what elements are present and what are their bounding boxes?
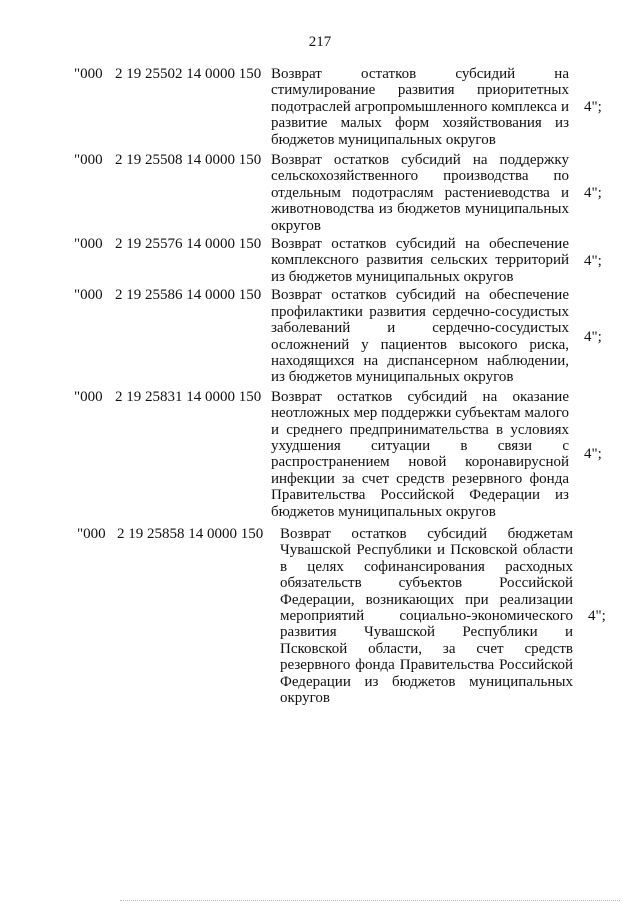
budget-code: 2 19 25576 14 0000 150: [115, 236, 262, 253]
row-description: Возврат остатков субсидий на поддержку сельскохозяйственного производства по отдельным подотраслям растениеводства и животноводства из бюджетов муниципальных округов: [271, 152, 569, 234]
page-number: 217: [308, 34, 332, 50]
row-prefix: "000: [74, 66, 103, 82]
row-description: Возврат остатков субсидий на стимулирование развития приоритетных подотраслей агропромышленного комплекса и развитие малых форм хозяйствования из бюджетов муниципальных округов: [271, 66, 569, 148]
row-tail: 4";: [584, 98, 602, 115]
budget-code: 2 19 25586 14 0000 150: [115, 287, 262, 304]
row-description: Возврат остатков субсидий на обеспечение комплексного развития сельских территорий из бюджетов муниципальных округов: [271, 236, 569, 285]
row-description: Возврат остатков субсидий на обеспечение профилактики развития сердечно-сосудистых заболеваний и сердечно-сосудистых осложнений у пациентов высокого риска, находящихся на диспансерном наблюдении, из бюджетов муниципальных округов: [271, 287, 569, 386]
budget-code: 2 19 25831 14 0000 150: [115, 388, 262, 405]
row-prefix: "000: [77, 525, 106, 542]
list-item: [0, 66, 640, 148]
row-tail: 4";: [584, 328, 602, 345]
row-prefix: "000: [74, 388, 103, 405]
list-item: [0, 526, 640, 706]
scan-edge-divider: [120, 900, 620, 901]
row-description: Возврат остатков субсидий бюджетам Чувашской Республики и Псковской области в целях софинансирования расходных обязательств субъектов Российской Федерации, возникающих при реализации мероприятий социально-экономического развития Чувашской Республики и Псковской области, за счет средств резервного фонда Правительства Российской Федерации из бюджетов муниципальных округов: [280, 525, 573, 707]
row-prefix: "000: [74, 287, 103, 304]
row-tail: 4";: [584, 446, 602, 463]
budget-code: 2 19 25502 14 0000 150: [115, 66, 262, 82]
list-item: [0, 287, 640, 385]
list-item: [0, 389, 640, 520]
budget-code: 2 19 25508 14 0000 150: [115, 152, 262, 169]
list-item: [0, 236, 640, 285]
row-tail: 4";: [588, 608, 606, 624]
row-tail: 4";: [584, 184, 602, 201]
budget-code-list: [0, 66, 640, 706]
row-prefix: "000: [74, 152, 103, 169]
row-tail: 4";: [584, 252, 602, 269]
row-prefix: "000: [74, 236, 103, 253]
list-item: [0, 152, 640, 234]
budget-code: 2 19 25858 14 0000 150: [117, 525, 264, 542]
row-description: Возврат остатков субсидий на оказание неотложных мер поддержки субъектам малого и среднего предпринимательства в условиях ухудшения ситуации в связи с распространением новой коронавирусной инфекции за счет средств резервного фонда Правительства Российской Федерации из бюджетов муниципальных округов: [271, 388, 569, 520]
